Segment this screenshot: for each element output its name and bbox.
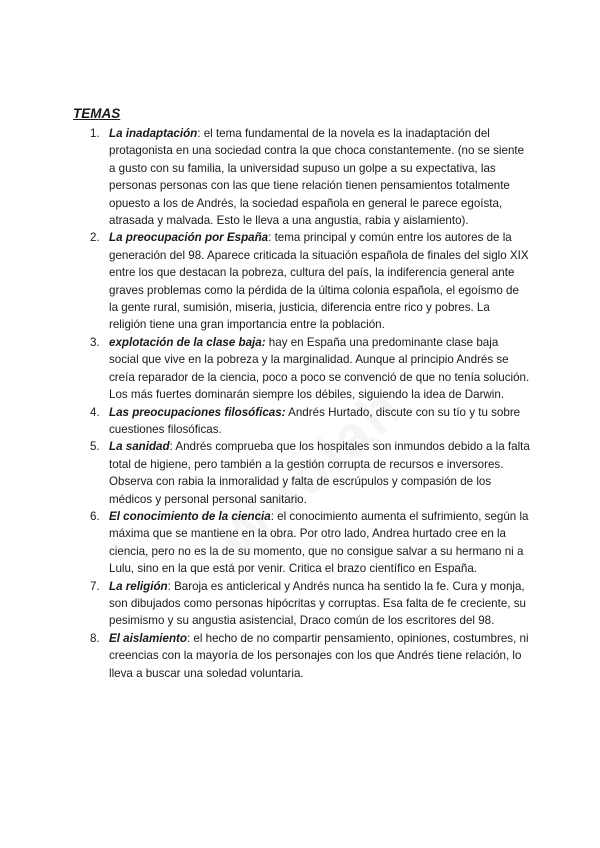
item-number: 7. (90, 579, 100, 593)
list-item (90, 630, 530, 682)
item-text: : el conocimiento aumenta el sufrimiento, según la máxima que se mantiene en la obra. Por otro lado, Andrea hurtado cree en la ciencia, pero no es la de su momento, que no consigue salvar a su hermano ni a Lulu, sino en la que está por venir. Critica el brazo científico en España. (109, 509, 529, 576)
item-number: 8. (90, 631, 100, 645)
list-item (90, 229, 530, 333)
item-term: La sanidad (109, 440, 170, 454)
item-number: 4. (90, 405, 100, 419)
item-term: La preocupación por España (109, 231, 269, 245)
list-item (90, 438, 530, 508)
item-number: 3. (90, 335, 100, 349)
item-text: Andrés Hurtado, discute con su tío y tu sobre cuestiones filosóficas. (109, 405, 521, 436)
item-text: : el hecho de no compartir pensamiento, opiniones, costumbres, ni creencias con la mayoría de los personajes con los que Andrés tiene relación, lo lleva a buscar una soledad voluntaria. (109, 631, 529, 680)
item-number: 5. (90, 440, 100, 454)
item-term: El aislamiento (109, 631, 187, 645)
topics-list (90, 125, 530, 682)
list-item (90, 334, 530, 404)
list-item (90, 404, 530, 439)
item-text: : Baroja es anticlerical y Andrés nunca ha sentido la fe. Cura y monja, son dibujados como personas hipócritas y corruptas. Esa falta de fe creciente, su pesimismo y su angustia asistencial, Draco común de los escritores del 98. (109, 579, 526, 628)
item-term: explotación de la clase baja: (109, 335, 266, 349)
item-number: 6. (90, 509, 100, 523)
item-text: : tema principal y común entre los autores de la generación del 98. Aparece criticada la situación española de finales del siglo XIX entre los que destacan la pobreza, cultura del país, la indiferencia general ante graves problemas como la pérdida de la última colonia española, el egoísmo de la gente rural, sumisión, miseria, justicia, diferencia entre rico y pobres. La religión tiene una gran importancia entre la población. (109, 231, 529, 332)
item-term: Las preocupaciones filosóficas: (109, 405, 286, 419)
item-number: 1. (90, 127, 100, 140)
list-item (90, 508, 530, 578)
list-item (90, 578, 530, 630)
item-term: La inadaptación (109, 127, 198, 140)
item-text: : el tema fundamental de la novela es la inadaptación del protagonista en una sociedad contra la que choca constantemente. (no se siente a gusto con su familia, la universidad supuso un golpe a su expectativa, las personas personas con las que tiene relación tienen pensamientos totalmente opuesto a los de Andrés, la sociedad española en general le parece egoísta, atrasada y malvada. Esto le lleva a una angustia, rabia y aislamiento). (109, 127, 525, 228)
page-title: TEMAS (73, 106, 121, 121)
item-text: : Andrés comprueba que los hospitales son inmundos debido a la falta total de higiene, pero también a la gestión corrupta de recursos e inversores. Observa con rabia la inmoralidad y falta de escrúpulos y compasión de los médicos y personal personal sanitario. (109, 440, 530, 506)
item-text: hay en España una predominante clase baja social que vive en la pobreza y la marginalidad. Aunque al principio Andrés se creía reparador de la ciencia, poco a poco se convenció de que no tenía solución. Los más fuertes dominarán siempre los débiles, siguiendo la idea de Darwin. (109, 335, 530, 402)
list-item (90, 125, 530, 229)
item-number: 2. (90, 231, 100, 245)
item-term: La religión (109, 579, 168, 593)
item-term: El conocimiento de la ciencia (109, 509, 271, 523)
